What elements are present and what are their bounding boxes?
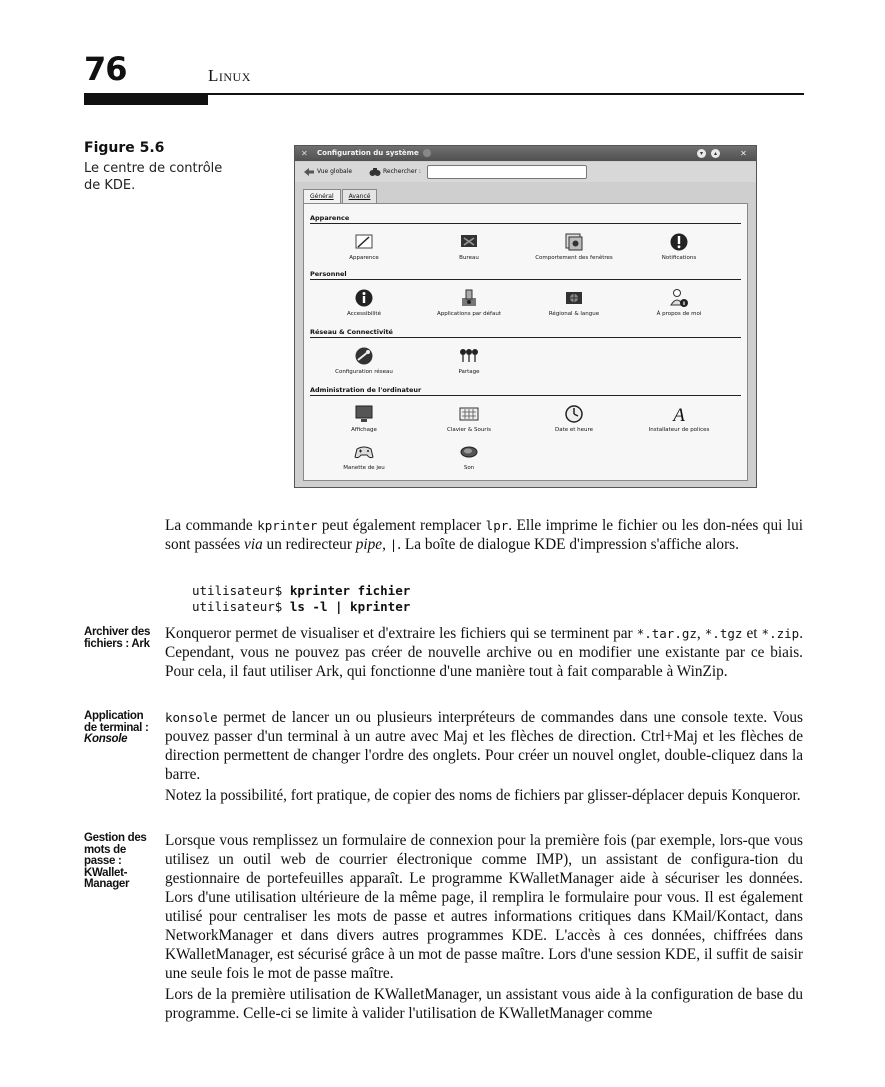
paragraph-kwallet-setup: Lors de la première utilisation de KWalletManager, un assistant vous aide à la configuration de base du programme. Celle-ci se limite à valider l'utilisation de KWalletManager comme — [165, 986, 803, 1022]
window-title: Configuration du système — [317, 149, 419, 157]
paragraph-drag-drop: Notez la possibilité, fort pratique, de copier des noms de fichiers par glisser-déplacer depuis Konqueror. — [165, 787, 801, 804]
svg-text:A: A — [673, 405, 685, 424]
desktop-icon — [459, 232, 479, 252]
module-regional[interactable]: Régional & langue — [519, 288, 629, 317]
module-date-time[interactable]: Date et heure — [519, 404, 629, 433]
module-appearance[interactable]: Apparence — [309, 232, 419, 261]
default-apps-icon — [459, 288, 479, 308]
module-default-apps[interactable]: Applications par défaut — [414, 288, 524, 317]
paragraph-konqueror: Konqueror permet de visualiser et d'extraire les fichiers qui se terminent par *.tar.gz, *.tgz et *.zip. Cependant, vous ne pouvez pas créer de nouvelle archive ou en modifier une existante par ce biais. Pour cela, il faut utiliser Ark, qui fonctionne d'une manière tout à fait comparable à WinZip. — [165, 625, 804, 680]
section-title: Réseau & Connectivité — [310, 328, 741, 338]
clock-icon — [564, 404, 584, 424]
sharing-icon — [459, 346, 479, 366]
paragraph-konsole: konsole permet de lancer un ou plusieurs interpréteurs de commandes dans une console texte. Vous pouvez passer d'un terminal à un autre avec Maj et les flèches de direction. Ctrl+Maj et les flèches de direction permettent de changer l'ordre des onglets. Pour créer un nouvel onglet, double-cliquez dans la barre. — [165, 709, 803, 783]
tab-advanced[interactable]: Avancé — [342, 189, 378, 203]
module-accessibility[interactable]: Accessibilité — [309, 288, 419, 317]
modules-panel — [303, 203, 748, 481]
kde-settings-window — [294, 145, 757, 488]
figure-number: Figure 5.6 — [84, 140, 165, 156]
margin-note-konsole: Application de terminal : Konsole — [84, 710, 149, 745]
module-about-me[interactable]: À propos de moi — [624, 288, 734, 317]
tab-general[interactable]: Général — [303, 189, 341, 203]
module-display[interactable]: Affichage — [309, 404, 419, 433]
speaker-icon — [459, 442, 479, 462]
section-title: Apparence — [310, 214, 741, 224]
section-title: Administration de l'ordinateur — [310, 386, 741, 396]
accessibility-icon — [354, 288, 374, 308]
module-sharing[interactable]: Partage — [414, 346, 524, 375]
search-label: Rechercher : — [369, 166, 421, 178]
network-icon — [354, 346, 374, 366]
minimize-button[interactable]: ▾ — [697, 149, 706, 158]
window-titlebar — [295, 146, 756, 161]
page-number: 76 — [84, 50, 127, 88]
monitor-icon — [354, 404, 374, 424]
header-rule-tab — [84, 94, 208, 105]
module-sound[interactable]: Son — [414, 442, 524, 471]
module-keyboard-mouse[interactable]: Clavier & Souris — [414, 404, 524, 433]
globe-icon — [564, 288, 584, 308]
code-block: utilisateur$ kprinter fichier utilisateur$ ls -l | kprinter — [192, 583, 411, 614]
running-head: Linux — [208, 66, 251, 85]
user-info-icon — [669, 288, 689, 308]
exclamation-icon — [669, 232, 689, 252]
tab-bar — [303, 189, 378, 203]
module-font-installer[interactable]: A Installateur de polices — [648, 405, 710, 433]
window-toolbar — [295, 162, 756, 182]
paragraph-kwalletmanager: Lorsque vous remplissez un formulaire de connexion pour la première fois (par exemple, lors-que vous utilisez un outil web de courrier électronique comme IMP), un assistant de configura-tion du gestionnaire de portefeuilles apparaît. Le programme KWalletManager aide à sécuriser les données. Lors d'une utilisation ultérieure de la même page, il remplira le formulaire pour vous. Il est également utilisé pour centraliser les mots de passe et autres informations critiques dans KMail/Kontact, dans NetworkManager et dans divers autres programmes KDE. L'accès à ces données, chiffrées dans KWalletManager, est sécurisé grâce à un mot de passe maître. Lors d'une session KDE, il suffit de saisir une seule fois le mot de passe maître. — [165, 832, 803, 982]
margin-note-kwallet: Gestion des mots de passe : KWallet- Manager — [84, 832, 147, 890]
margin-note-ark: Archiver des fichiers : Ark — [84, 626, 151, 650]
back-arrow-icon — [303, 167, 315, 177]
module-gamepad[interactable]: Manette de jeu — [309, 442, 419, 471]
overview-button[interactable]: Vue globale — [303, 166, 352, 178]
maximize-button[interactable]: ▴ — [711, 149, 720, 158]
close-button[interactable]: ✕ — [740, 149, 747, 158]
paragraph-kprinter: La commande kprinter peut également remplacer lpr. Elle imprime le fichier ou les don-nées qui lui sont passées via un redirecteur pipe, |. La boîte de dialogue KDE d'impression s'affiche alors. — [165, 517, 803, 553]
pin-icon[interactable] — [423, 149, 431, 157]
module-notifications[interactable]: Notifications — [624, 232, 734, 261]
binoculars-icon — [369, 167, 381, 177]
gamepad-icon — [354, 442, 374, 462]
pen-icon — [354, 232, 374, 252]
section-title: Personnel — [310, 270, 741, 280]
font-icon — [669, 404, 689, 424]
window-gear-icon — [564, 232, 584, 252]
module-desktop[interactable]: Bureau — [414, 232, 524, 261]
settings-app-icon: ✕ — [301, 149, 308, 158]
keyboard-icon — [459, 404, 479, 424]
figure-caption — [84, 140, 244, 194]
figure-caption-text: Le centre de contrôle de KDE. — [84, 161, 223, 193]
module-network-config[interactable]: Configuration réseau — [309, 346, 419, 375]
module-window-behavior[interactable]: Comportement des fenêtres — [519, 232, 629, 261]
search-input[interactable] — [427, 165, 587, 179]
